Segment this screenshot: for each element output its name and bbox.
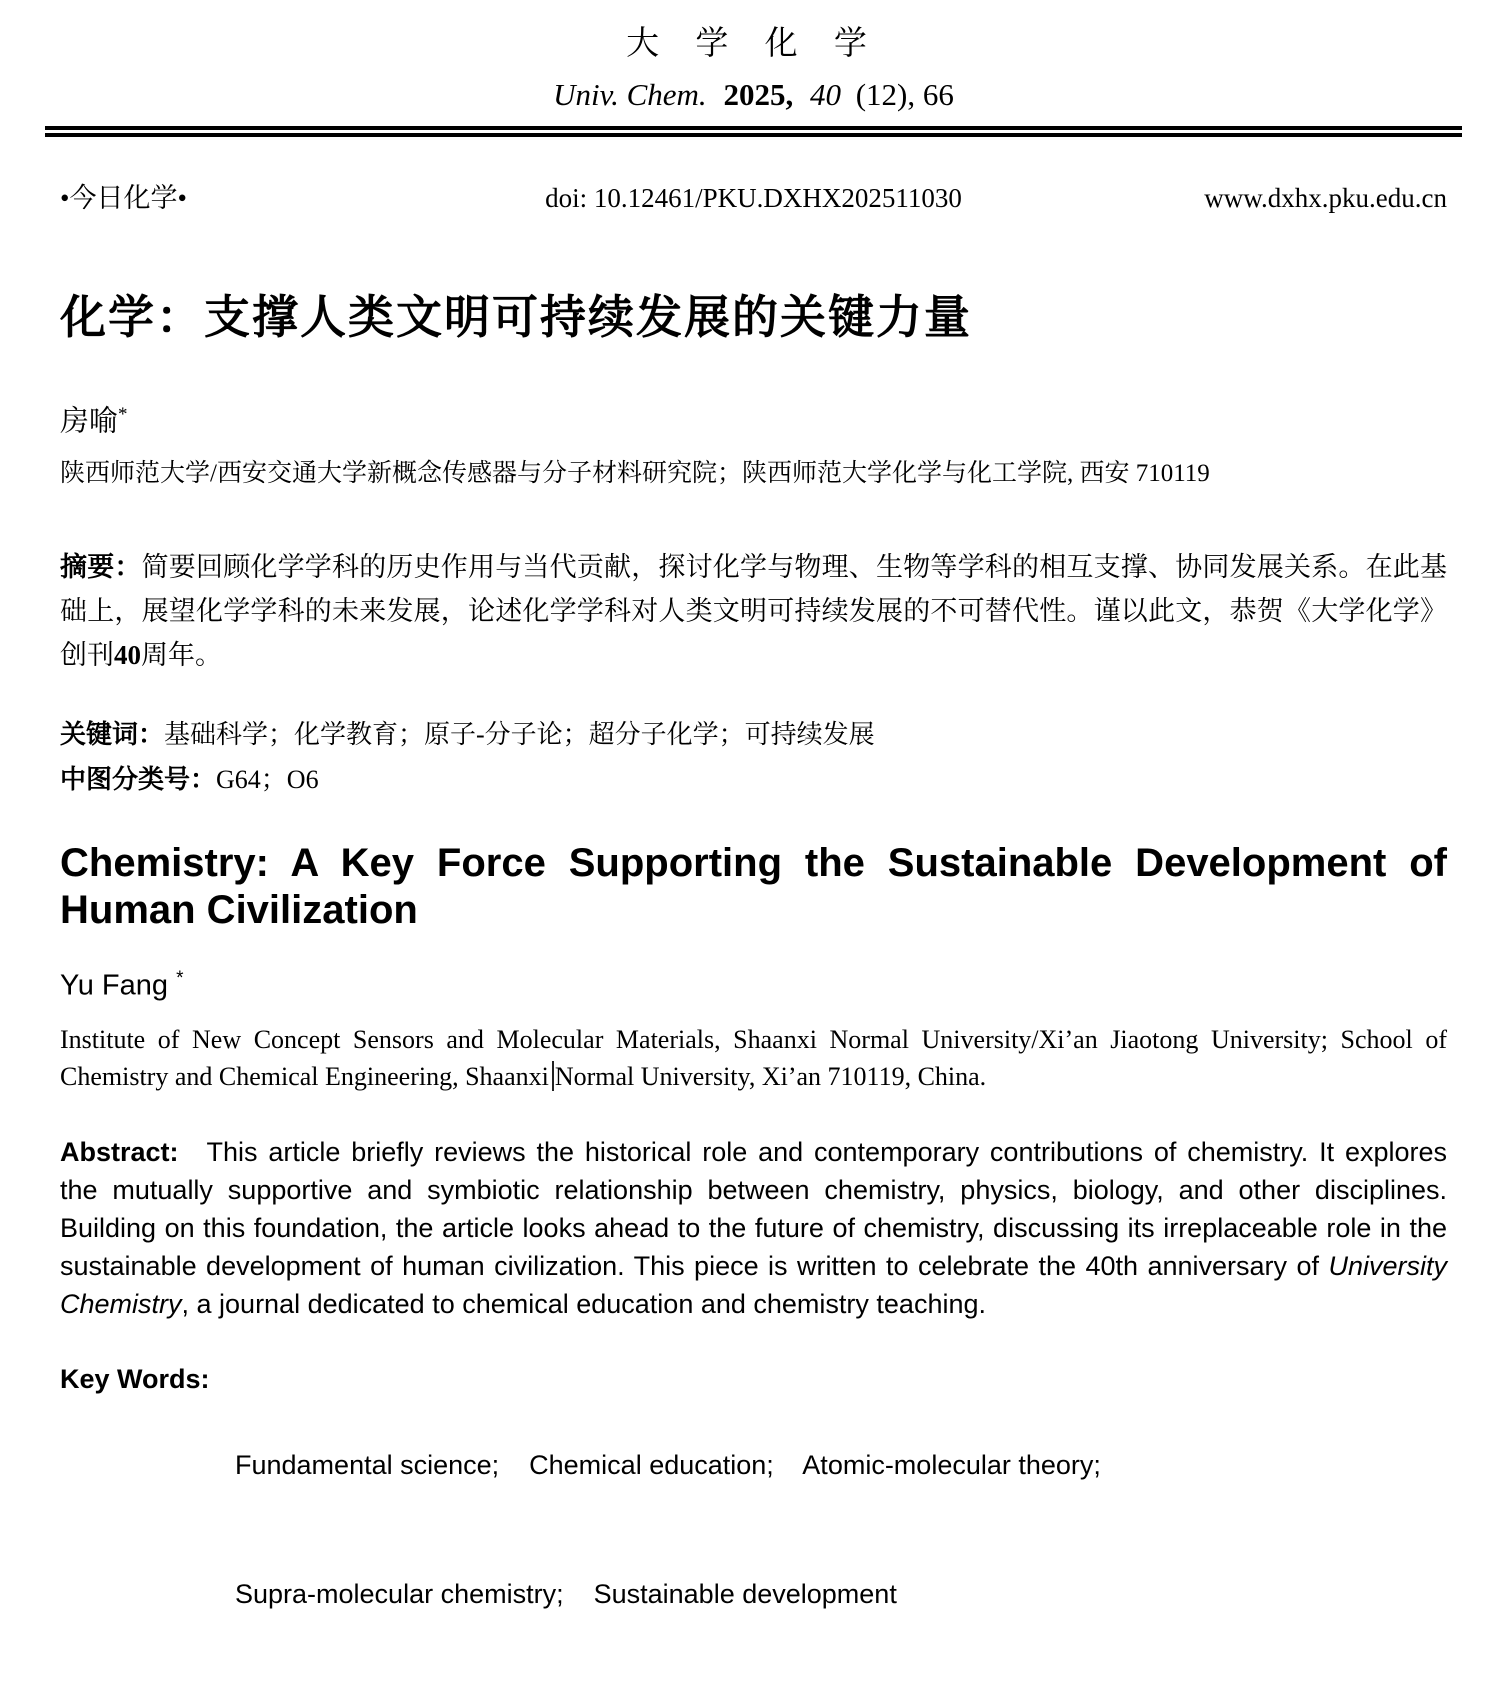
affiliation-english-part2: Normal University, Xi’an 710119, China. — [554, 1062, 987, 1092]
doi-text: doi: 10.12461/PKU.DXHX202511030 — [545, 183, 962, 213]
abstract-text-chinese: 简要回顾化学学科的历史作用与当代贡献，探讨化学与物理、生物等学科的相互支撑、协同发展关系。在此基础上，展望化学学科的未来发展，论述化学学科对人类文明可持续发展的不可替代性。谨以此文，恭贺《大学化学》创刊 — [60, 551, 1448, 670]
author-chinese — [60, 398, 1447, 439]
keywords-label-chinese: 关键词： — [60, 719, 165, 749]
journal-website-link[interactable]: www.dxhx.pku.edu.cn — [1204, 183, 1447, 213]
affiliation-english — [60, 1021, 1447, 1095]
text-cursor-caret — [552, 1061, 554, 1091]
keywords-english-line2: Supra-molecular chemistry; Sustainable development — [235, 1579, 897, 1610]
article-title-english — [60, 840, 1447, 934]
affiliation-chinese: 陕西师范大学/西安交通大学新概念传感器与分子材料研究院；陕西师范大学化学与化工学院, 西安 710119 — [60, 459, 1210, 487]
affiliation-english-part1: Institute of New Concept Sensors and Molecular Materials, Shaanxi Normal University/Xi’an Jiaotong University; School of Chemistry and Chemical Engineering, Shaanxi — [60, 1025, 1447, 1092]
citation-journal-abbr: Univ. Chem. — [553, 77, 707, 112]
keywords-english-lines — [235, 1358, 1101, 1702]
author-name-english: Yu Fang — [60, 969, 169, 1002]
abstract-journal-name-italic: University Chemistry — [60, 1251, 1447, 1320]
clc-value: G64；O6 — [216, 764, 319, 794]
title-english-line2: Human Civilization — [60, 887, 418, 932]
article-title-chinese: 化学：支撑人类文明可持续发展的关键力量 — [60, 292, 972, 343]
abstract-english-part2: , a journal dedicated to chemical education and chemistry teaching. — [181, 1289, 986, 1320]
citation-issue-pages: (12), 66 — [855, 77, 954, 112]
author-asterisk-english: * — [176, 967, 184, 989]
abstract-anniversary-number: 40 — [114, 639, 141, 670]
clc-label: 中图分类号： — [60, 764, 217, 794]
keywords-chinese — [60, 719, 1447, 750]
abstract-chinese — [60, 545, 1447, 677]
keywords-english — [60, 1358, 1447, 1702]
author-asterisk: * — [118, 404, 128, 425]
citation-volume: 40 — [809, 77, 841, 112]
abstract-english-part1: This article briefly reviews the historical role and contemporary contributions of chemistry. It explores the mutually supportive and symbiotic relationship between chemistry, physics, biology, and other disciplines. Building on this foundation, the article looks ahead to the future of chemistry, discussing its irreplaceable role in the sustainable development of human civilization. This piece is written to celebrate the 40th anniversary of — [60, 1137, 1447, 1282]
keywords-text-chinese: 基础科学；化学教育；原子-分子论；超分子化学；可持续发展 — [164, 719, 875, 749]
keywords-label-english: Key Words: — [60, 1364, 210, 1395]
abstract-label-chinese: 摘要： — [60, 551, 142, 582]
abstract-english — [60, 1133, 1447, 1323]
clc-number-line — [60, 764, 1447, 795]
citation-line — [60, 78, 1447, 112]
author-english — [60, 962, 1447, 1003]
author-name-chinese: 房喻 — [60, 405, 119, 438]
keywords-english-line1: Fundamental science; Chemical education; Atomic-molecular theory; — [235, 1450, 1101, 1481]
meta-row — [60, 183, 1447, 213]
abstract-label-english: Abstract: — [60, 1137, 179, 1168]
citation-year: 2025, — [723, 77, 794, 112]
header-double-rule — [45, 126, 1462, 137]
abstract-tail-chinese: 周年。 — [141, 639, 222, 670]
title-english-line1: Chemistry: A Key Force Supporting the Sustainable Development of — [60, 840, 1447, 885]
column-label: •今日化学• — [60, 183, 187, 213]
journal-title-chinese: 大 学 化 学 — [626, 26, 881, 62]
